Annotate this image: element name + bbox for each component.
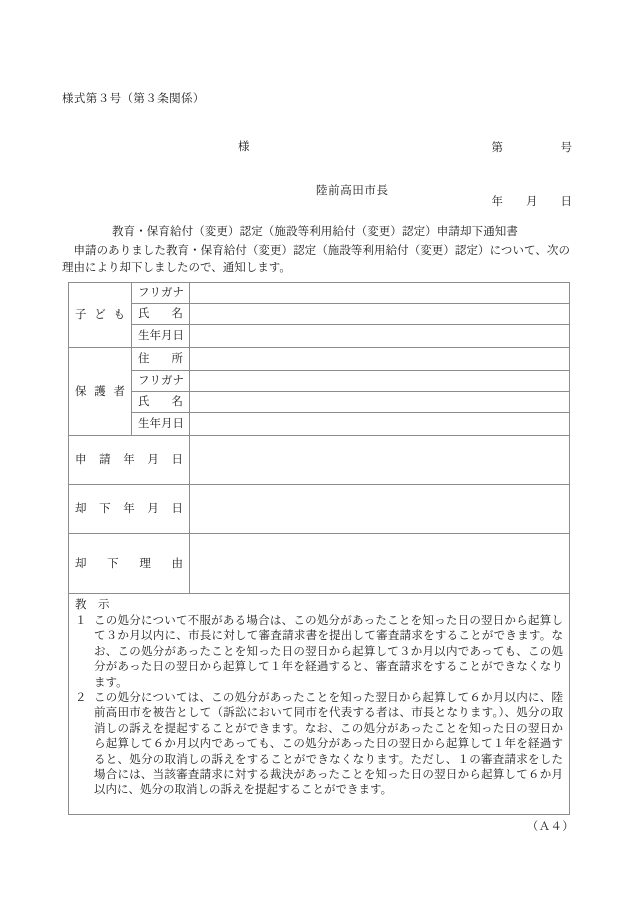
table-row [69,485,570,534]
label-char: 名 [171,308,183,320]
rejection-reason-label [69,534,190,594]
guardian-address-input[interactable] [190,348,570,371]
label-char: 年 [149,418,161,430]
child-furigana-label [132,283,190,304]
label-char: ガ [161,287,173,299]
label-char: 住 [138,353,150,365]
label-char: 却 [75,503,87,515]
table-row [69,283,570,304]
notice-item-number: ２ [75,692,87,705]
label-char: ど [94,309,106,321]
label-char: 日 [172,330,184,342]
label-char: 下 [99,503,111,515]
label-char: 請 [99,454,111,466]
label-char: 日 [171,454,183,466]
rejection-date-label [69,485,190,534]
child-name-label [132,304,190,325]
label-char: 月 [147,503,159,515]
label-char: 年 [123,454,135,466]
addressee-honorific: 様 [238,141,250,153]
table-row [69,534,570,594]
label-char: ナ [172,375,184,387]
notice-item-text: この処分について不服がある場合は、この処分があったことを知った日の翌日から起算して３か月以内に、市長に対して審査請求書を提出して審査請求をすることができます。なお、この処分があったことを知った日の翌日から起算して３か月以内であっても、この処分があった日の翌日から起算して１年を経過すると、審査請求をすることができなくなります。 [94,615,563,689]
guardian-furigana-label [132,371,190,392]
rejection-date-input[interactable] [190,485,570,534]
label-char: 理 [139,557,151,570]
child-group-label [69,283,132,348]
label-char: 由 [171,557,183,570]
guardian-group-label [69,348,132,436]
label-char: リ [149,375,161,387]
table-row [69,413,570,436]
label-char: も [113,309,125,321]
guardian-name-input[interactable] [190,392,570,413]
guardian-address-label [132,348,190,371]
table-row [69,304,570,325]
child-name-input[interactable] [190,304,570,325]
form-number-label: 様式第３号（第３条関係） [62,93,205,105]
applicant-details-table [68,282,570,815]
guardian-furigana-input[interactable] [190,371,570,392]
label-char: 日 [172,418,184,430]
table-row [69,348,570,371]
guardian-dob-label [132,413,190,436]
table-row [69,594,570,815]
rejection-reason-input[interactable] [190,534,570,594]
table-row [69,325,570,348]
label-char: 所 [171,353,183,365]
label-char: 年 [149,330,161,342]
document-date-field[interactable]: 年 月 日 [491,196,572,208]
label-char: 者 [113,385,125,398]
label-char: 日 [171,503,183,515]
table-row [69,436,570,485]
label-char: フ [138,287,150,299]
label-char: 年 [123,503,135,515]
table-row [69,371,570,392]
label-char: ナ [172,287,184,299]
label-char: フ [138,375,150,387]
guardian-dob-input[interactable] [190,413,570,436]
label-char: 申 [75,454,87,466]
label-char: リ [149,287,161,299]
application-date-input[interactable] [190,436,570,485]
table-row [69,392,570,413]
notice-item [75,614,563,691]
child-dob-input[interactable] [190,325,570,348]
label-char: 月 [161,418,173,430]
paper-size-label: （Ａ４） [526,821,574,833]
label-char: 下 [107,557,119,570]
child-dob-label [132,325,190,348]
notice-item-number: １ [75,615,87,627]
application-date-label [69,436,190,485]
label-char: 護 [94,385,106,398]
label-char: 保 [75,385,87,398]
label-char: 月 [161,330,173,342]
label-char: 子 [75,309,87,321]
label-char: 名 [171,396,183,408]
notice-item-text: この処分については、この処分があったことを知った翌日から起算して６か月以内に、陸前高田市を被告として（訴訟において同市を代表する者は、市長となります。）、処分の取消しの訴えを提起することができます。なお、この処分があったことを知った日の翌日から起算して６か月以内であっても、この処分があった日の翌日から起算して１年を経過すると、処分の取消しの訴えをすることができなくなります。ただし、１の審査請求をした場合には、当該審査請求に対する裁決があったことを知った日の翌日から起算して６か月以内に、処分の取消しの訴えを提起することができます。 [94,692,563,797]
notice-heading: 教 示 [75,599,110,611]
label-char: 氏 [138,396,150,408]
label-char: 氏 [138,308,150,320]
document-title: 教育・保育給付（変更）認定（施設等利用給付（変更）認定）申請却下通知書 [112,226,518,238]
child-furigana-input[interactable] [190,283,570,304]
intro-paragraph: 申請のありました教育・保育給付（変更）認定（施設等利用給付（変更）認定）について、次の理由により却下しましたので、通知します。 [62,245,570,274]
label-char: 生 [138,418,150,430]
label-char: 生 [138,330,150,342]
guardian-name-label [132,392,190,413]
label-char: 月 [147,454,159,466]
label-char: ガ [161,375,173,387]
notice-item [75,691,563,799]
notice-section [69,594,570,815]
document-number-field[interactable]: 第 号 [491,142,572,154]
issuer-name: 陸前高田市長 [316,185,389,197]
label-char: 却 [75,557,87,570]
